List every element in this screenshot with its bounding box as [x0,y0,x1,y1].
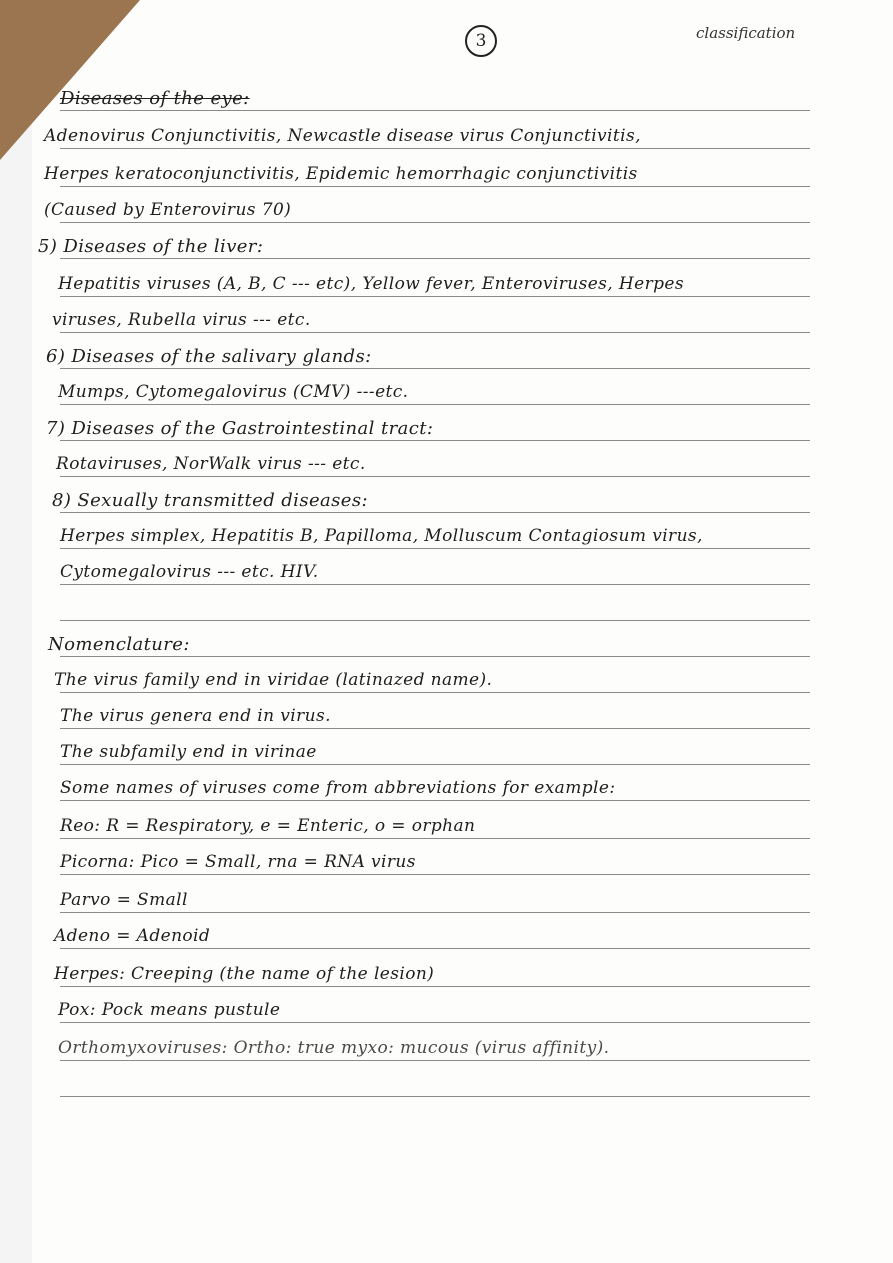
ruled-line [60,222,810,223]
ruled-line [60,764,810,765]
ruled-line [60,258,810,259]
salivary-heading: 6) Diseases of the salivary glands: [46,346,372,367]
ruled-line [60,986,810,987]
nomenclature-heading: Nomenclature: [48,634,190,655]
ruled-line [60,620,810,621]
ruled-line [60,656,810,657]
ruled-line [60,332,810,333]
ruled-line [60,800,810,801]
ruled-line [60,296,810,297]
ruled-line [60,110,810,111]
ruled-line [60,186,810,187]
ruled-line [60,368,810,369]
ruled-line [60,838,810,839]
eye-line-1: Adenovirus Conjunctivitis, Newcastle disease virus Conjunctivitis, [44,126,641,146]
nomenclature-parvo: Parvo = Small [60,890,188,910]
ruled-line [60,1060,810,1061]
ruled-line [60,728,810,729]
nomenclature-subfamily: The subfamily end in virinae [60,742,317,762]
ruled-line [60,512,810,513]
nomenclature-reo: Reo: R = Respiratory, e = Enteric, o = orphan [60,816,476,836]
nomenclature-pox: Pox: Pock means pustule [58,1000,281,1020]
nomenclature-orthomyxo: Orthomyxoviruses: Ortho: true myxo: mucous (virus affinity). [58,1038,610,1058]
ruled-line [60,584,810,585]
liver-line-2: viruses, Rubella virus --- etc. [52,310,311,330]
std-line-1: Herpes simplex, Hepatitis B, Papilloma, Molluscum Contagiosum virus, [60,526,703,546]
eye-line-3: (Caused by Enterovirus 70) [44,200,292,220]
ruled-line [60,148,810,149]
gi-line-1: Rotaviruses, NorWalk virus --- etc. [56,454,366,474]
ruled-line [60,1022,810,1023]
corner-note: classification [696,24,796,42]
page-shadow-edge [0,0,32,1263]
gi-heading: 7) Diseases of the Gastrointestinal tract: [46,418,434,439]
nomenclature-adeno: Adeno = Adenoid [54,926,211,946]
liver-line-1: Hepatitis viruses (A, B, C --- etc), Yellow fever, Enteroviruses, Herpes [58,274,684,294]
ruled-line [60,692,810,693]
ruled-line [60,548,810,549]
eye-heading: Diseases of the eye: [60,88,250,109]
ruled-line [60,476,810,477]
std-heading: 8) Sexually transmitted diseases: [52,490,368,511]
ruled-line [60,404,810,405]
nomenclature-family: The virus family end in viridae (latinazed name). [54,670,493,690]
nomenclature-genera: The virus genera end in virus. [60,706,331,726]
ruled-line [60,912,810,913]
salivary-line-1: Mumps, Cytomegalovirus (CMV) ---etc. [58,382,409,402]
liver-heading: 5) Diseases of the liver: [38,236,264,257]
ruled-line [60,948,810,949]
nomenclature-abbrev-intro: Some names of viruses come from abbreviations for example: [60,778,616,798]
page-number: 3 [465,25,497,57]
ruled-line [60,440,810,441]
nomenclature-herpes: Herpes: Creeping (the name of the lesion) [54,964,435,984]
nomenclature-picorna: Picorna: Pico = Small, rna = RNA virus [60,852,416,872]
std-line-2: Cytomegalovirus --- etc. HIV. [60,562,319,582]
ruled-line [60,874,810,875]
ruled-line [60,1096,810,1097]
eye-line-2: Herpes keratoconjunctivitis, Epidemic hemorrhagic conjunctivitis [44,164,638,184]
